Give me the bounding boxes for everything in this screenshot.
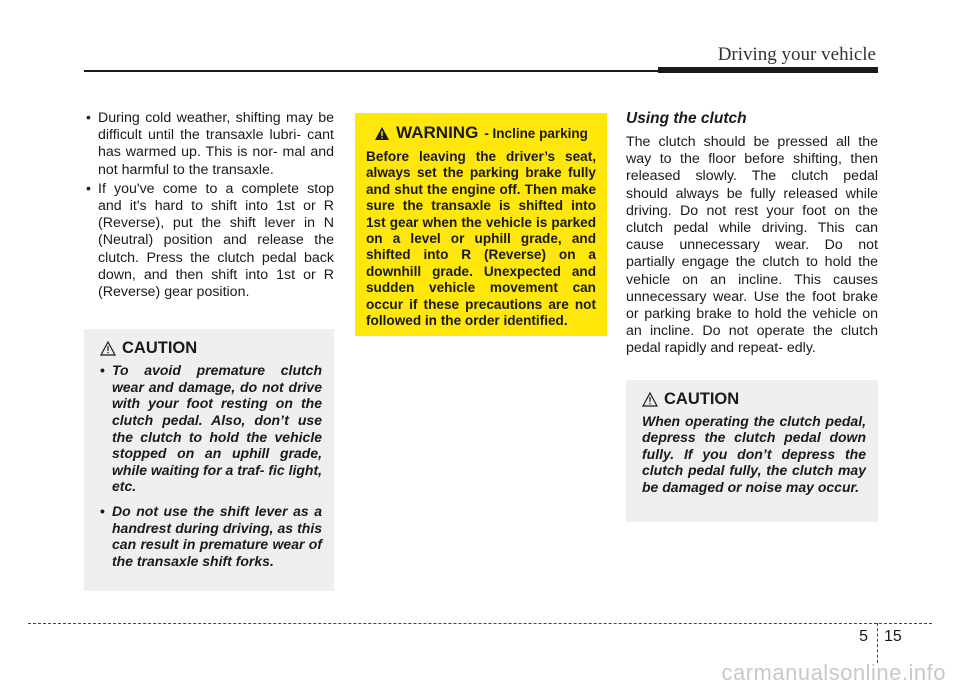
section-title: Using the clutch [626, 110, 747, 127]
caution-box-clutch-pedal [626, 380, 878, 522]
page-number-divider [877, 623, 878, 663]
header-rule-accent [658, 67, 878, 73]
warning-triangle-icon [100, 341, 116, 356]
list-item: • To avoid premature clutch wear and damage, do not drive with your foot resting on the clutch pedal. Also, don’t use the clutch to hold the vehicle stopped on an uphill grade, while waiting for a traf- fic light, etc. [100, 362, 322, 495]
caution-list [100, 362, 322, 569]
list-item: • Do not use the shift lever as a handrest during driving, as this can result in premature wear of the transaxle shift forks. [100, 503, 322, 569]
caution-text: When operating the clutch pedal, depress the clutch pedal down fully. If you don’t depress the clutch pedal fully, the clutch may be damaged or noise may occur. [642, 412, 866, 496]
section-body: The clutch should be pressed all the way to the floor before shifting, then released slowly. The clutch pedal should always be fully released while driving. Do not rest your foot on the clutch pedal while driving. This can cause unnecessary wear. Do not partially engage the clutch to hold the vehicle on an incline. This causes unnecessary wear. Use the foot brake or parking brake to hold the vehicle on an incline. Do not operate the clutch pedal rapidly and repeat- edly. [626, 134, 878, 357]
list-item: • If you've come to a complete stop and it's hard to shift into 1st or R (Reverse), put the shift lever in N (Neutral) position and release the clutch. Press the clutch pedal back down, and then shift into 1st or R (Reverse) gear position. [84, 181, 334, 301]
warning-triangle-icon [642, 392, 658, 407]
page-number: 15 [884, 628, 902, 645]
warning-label: WARNING [396, 123, 479, 142]
left-column [84, 110, 334, 591]
list-item: • During cold weather, shifting may be difficult until the transaxle lubri- cant has warmed up. This is nor- mal and not harmful to the transaxle. [84, 110, 334, 179]
caution-box-clutch-wear [84, 329, 334, 591]
shifting-tips-list [84, 110, 334, 301]
header-rule [84, 70, 658, 72]
page-header-title: Driving your vehicle [717, 44, 876, 65]
watermark: carmanualsonline.info [721, 660, 946, 685]
middle-column [355, 113, 607, 336]
warning-triangle-icon [374, 126, 390, 141]
warning-box-incline-parking [355, 113, 607, 336]
warning-text: Before leaving the driver’s seat, always set the parking brake fully and shut the engine off. Then make sure the transaxle is shifted into 1st gear when the vehicle is parked on a level or uphill grade, and shifted into R (Reverse) on a downhill grade. Unexpected and sudden vehicle movement can occur if these precautions are not followed in the order identified. [366, 149, 596, 329]
footer-rule [28, 623, 932, 624]
chapter-number: 5 [859, 628, 868, 645]
caution-label: CAUTION [122, 339, 198, 358]
warning-sublabel: - Incline parking [484, 125, 588, 141]
right-column [626, 110, 878, 522]
warning-heading [366, 123, 596, 143]
caution-heading [642, 390, 866, 409]
caution-label: CAUTION [664, 389, 740, 408]
caution-heading [100, 339, 322, 358]
